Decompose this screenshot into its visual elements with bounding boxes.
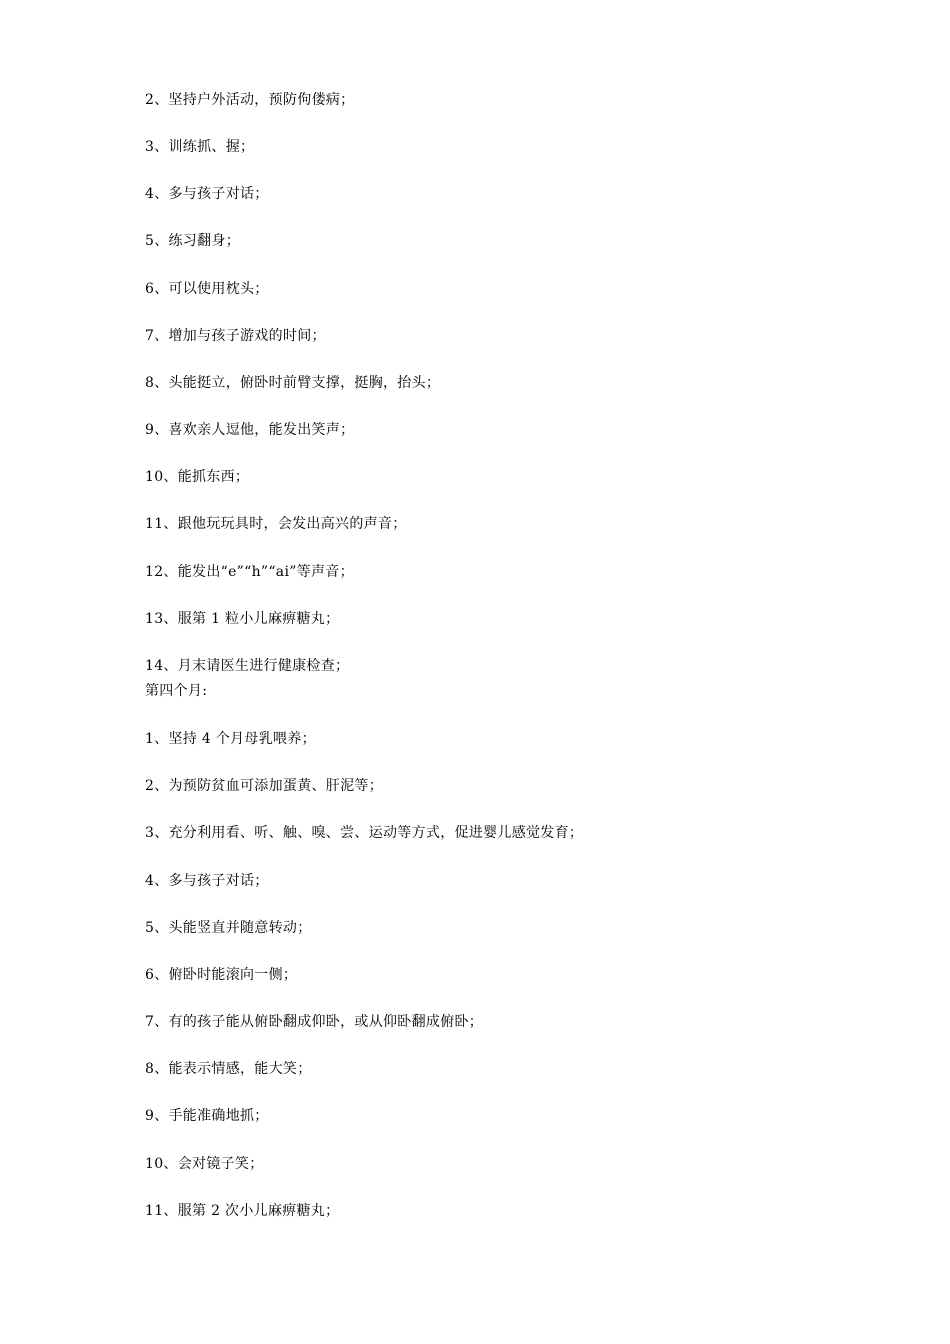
- list-item: 10、会对镜子笑；: [145, 1156, 264, 1172]
- list-item: 11、跟他玩玩具时，会发出高兴的声音；: [145, 516, 407, 532]
- list-item: 8、头能挺立，俯卧时前臂支撑，挺胸，抬头；: [145, 375, 441, 391]
- list-item: 7、有的孩子能从俯卧翻成仰卧，或从仰卧翻成俯卧；: [145, 1014, 484, 1030]
- list-item: 11、服第 2 次小儿麻痹糖丸；: [145, 1203, 340, 1219]
- list-item: 3、充分利用看、听、触、嗅、尝、运动等方式，促进婴儿感觉发育；: [145, 825, 584, 841]
- list-item: 5、头能竖直并随意转动；: [145, 920, 312, 936]
- list-item: 9、手能准确地抓；: [145, 1108, 269, 1124]
- list-item: 7、增加与孩子游戏的时间；: [145, 328, 326, 344]
- list-item: 6、可以使用枕头；: [145, 281, 269, 297]
- list-item: 3、训练抓、握；: [145, 139, 255, 155]
- list-item: 9、喜欢亲人逗他，能发出笑声；: [145, 422, 355, 438]
- list-item: 8、能表示情感，能大笑；: [145, 1061, 312, 1077]
- list-item: 5、练习翻身；: [145, 233, 241, 249]
- list-item: 2、坚持户外活动，预防佝偻病；: [145, 92, 355, 108]
- list-item: 2、为预防贫血可添加蛋黄、肝泥等；: [145, 778, 384, 794]
- list-item: 10、能抓东西；: [145, 469, 250, 485]
- list-item: 12、能发出“e”“h”“ai”等声音；: [145, 564, 354, 580]
- list-item: 4、多与孩子对话；: [145, 873, 269, 889]
- list-item: 4、多与孩子对话；: [145, 186, 269, 202]
- list-item: 6、俯卧时能滚向一侧；: [145, 967, 298, 983]
- list-item: 13、服第 1 粒小儿麻痹糖丸；: [145, 611, 340, 627]
- section-heading-month4: 第四个月:: [145, 683, 208, 699]
- list-item: 14、月末请医生进行健康检查；: [145, 658, 350, 674]
- list-item: 1、坚持 4 个月母乳喂养；: [145, 731, 316, 747]
